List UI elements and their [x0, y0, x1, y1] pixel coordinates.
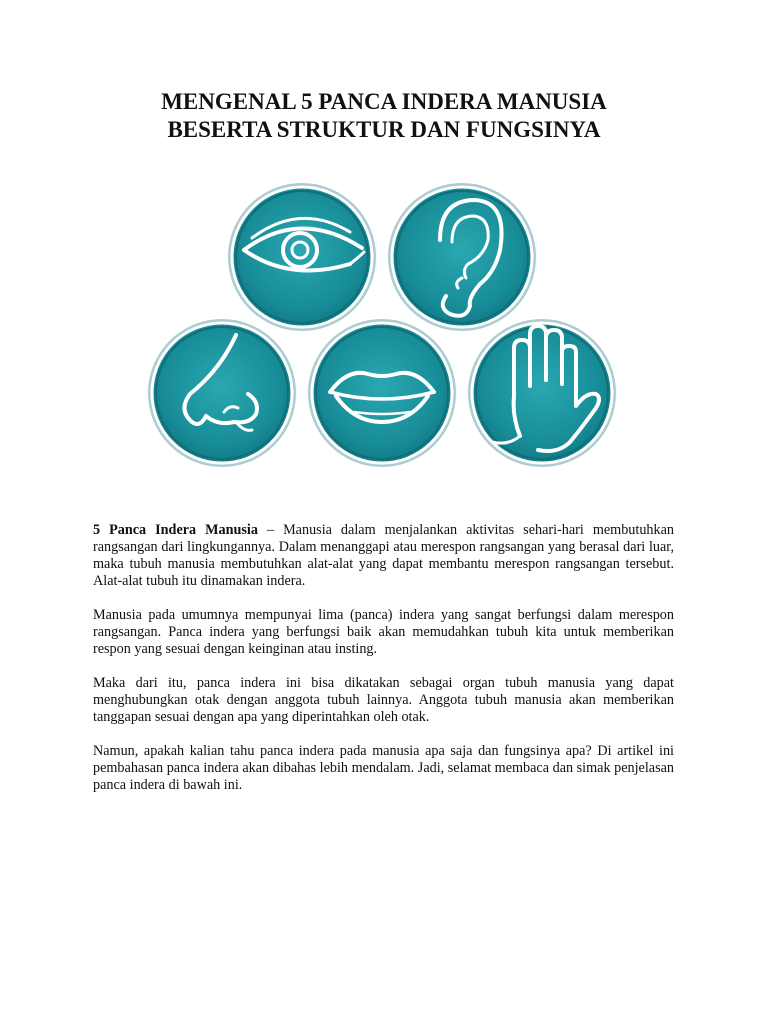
- hand-icon: [468, 319, 616, 467]
- lips-icon: [308, 319, 456, 467]
- paragraph-1: [93, 522, 674, 590]
- page-title: [60, 88, 708, 144]
- nose-icon: [148, 319, 296, 467]
- paragraph-2: Manusia pada umumnya mempunyai lima (panca) indera yang sangat berfungsi dalam merespon rangsangan. Panca indera yang berfungsi baik akan memudahkan tubuh kita untuk memberikan respon yang sesuai dengan keinginan atau insting.: [93, 607, 674, 657]
- five-senses-illustration: [140, 180, 630, 470]
- eye-icon: [228, 183, 376, 331]
- paragraph-4: Namun, apakah kalian tahu panca indera pada manusia apa saja dan fungsinya apa? Di artikel ini pembahasan panca indera akan dibahas lebih mendalam. Jadi, selamat membaca dan simak penjelasan panca indera di bawah ini.: [93, 743, 674, 793]
- ear-icon: [388, 183, 536, 331]
- lead-term: 5 Panca Indera Manusia: [93, 522, 258, 538]
- paragraph-1-text: – Manusia dalam menjalankan aktivitas sehari-hari membutuhkan rangsangan dari lingkungannya. Dalam menanggapi atau merespon rangsangan yang berasal dari luar, maka tubuh manusia membutuhkan alat-alat yang dapat membantu merespon rangsangan tersebut. Alat-alat tubuh itu dinamakan indera.: [93, 522, 674, 589]
- paragraph-3: Maka dari itu, panca indera ini bisa dikatakan sebagai organ tubuh manusia yang dapat menghubungkan otak dengan anggota tubuh lainnya. Anggota tubuh manusia akan memberikan tanggapan sesuai dengan apa yang diperintahkan oleh otak.: [93, 675, 674, 725]
- title-line-1: MENGENAL 5 PANCA INDERA MANUSIA: [161, 89, 607, 114]
- title-line-2: BESERTA STRUKTUR DAN FUNGSINYA: [167, 117, 601, 142]
- article-body: [93, 522, 674, 811]
